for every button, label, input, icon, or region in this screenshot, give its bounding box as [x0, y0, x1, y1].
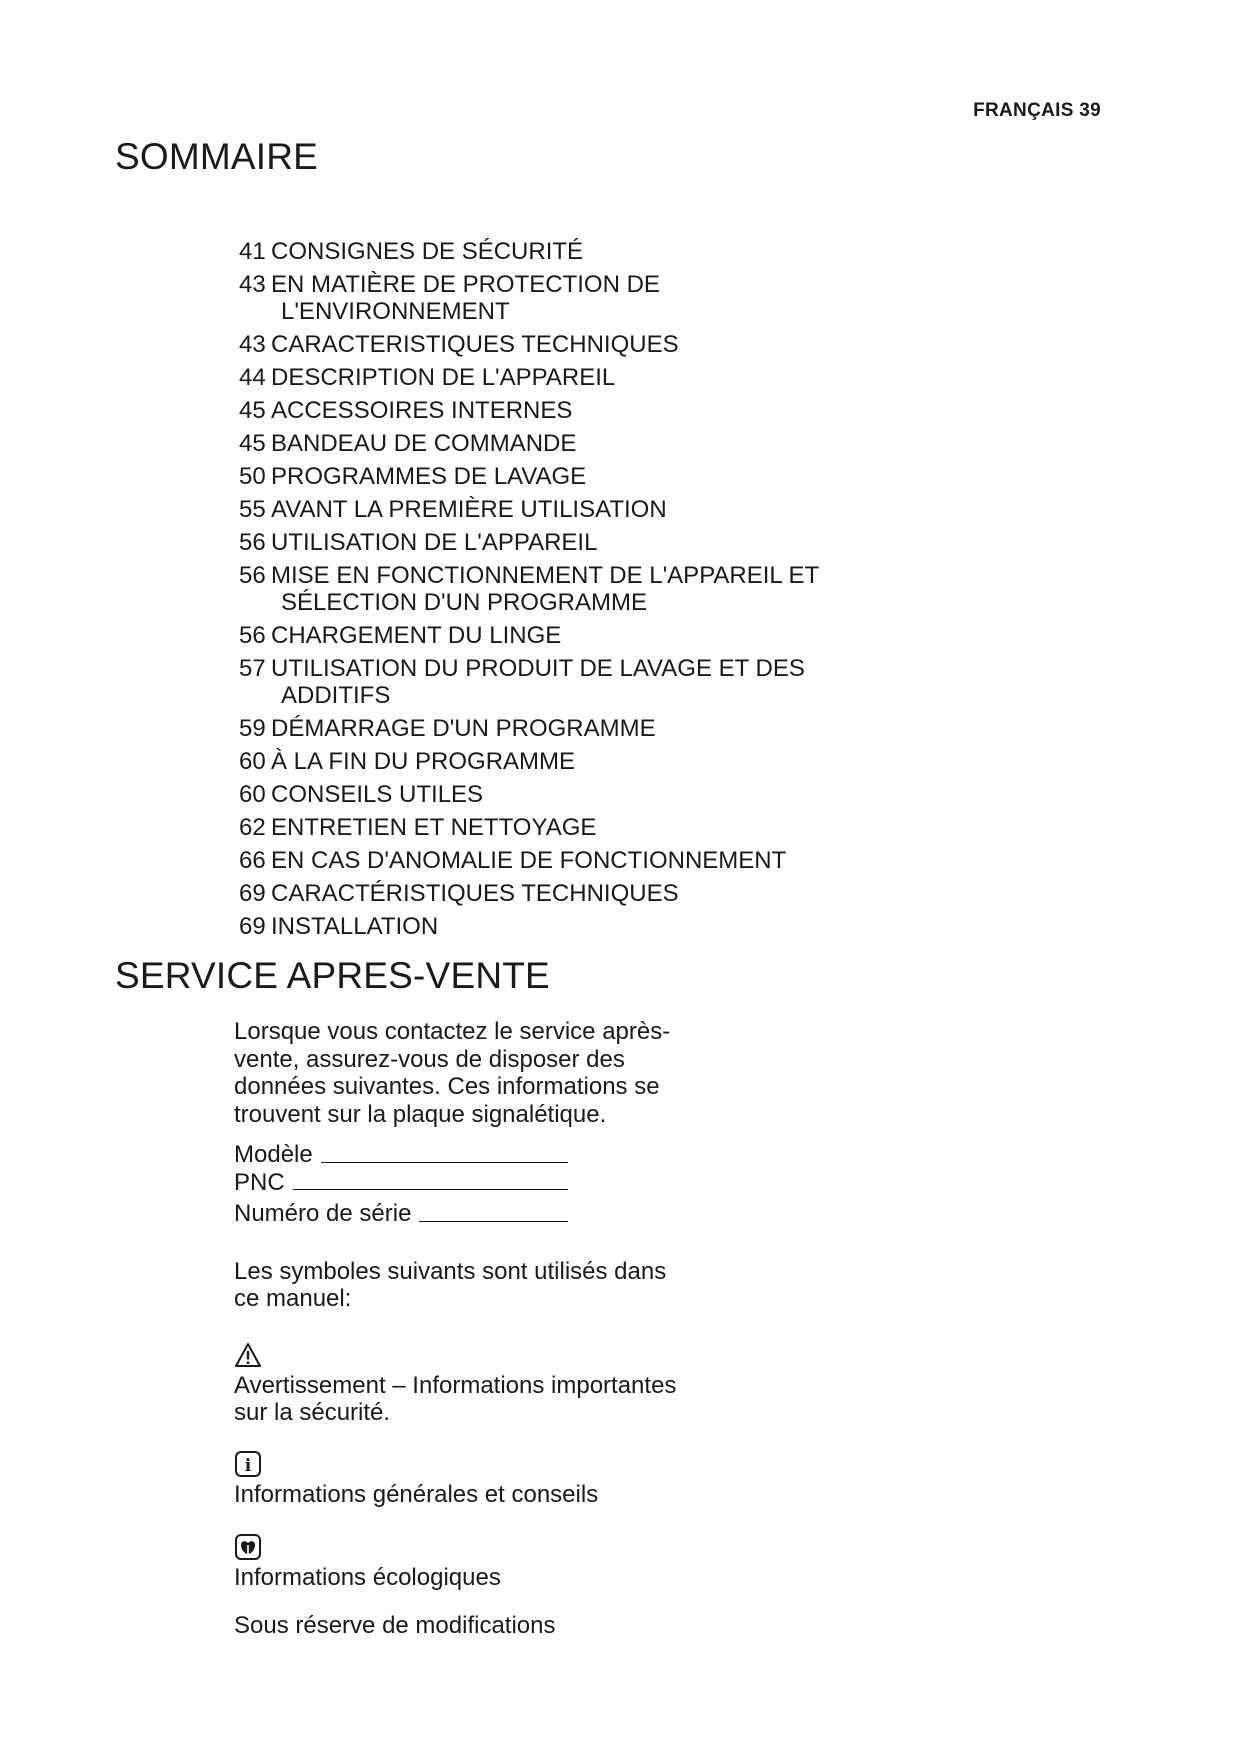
- toc-item: [239, 430, 879, 457]
- field-pnc: [234, 1169, 694, 1197]
- toc-item: [239, 748, 879, 775]
- toc-page-number: 60: [239, 748, 266, 775]
- toc-item: [239, 913, 879, 940]
- toc-label: DÉMARRAGE D'UN PROGRAMME: [271, 715, 656, 742]
- toc-item: [239, 496, 879, 523]
- toc-page-number: 59: [239, 715, 266, 742]
- field-label: PNC: [234, 1168, 285, 1196]
- toc-item: [239, 463, 879, 490]
- toc-item: [239, 529, 879, 556]
- toc-label: AVANT LA PREMIÈRE UTILISATION: [271, 496, 667, 523]
- toc-page-number: 62: [239, 814, 266, 841]
- footer-note: Sous réserve de modifications: [234, 1611, 556, 1639]
- toc-item: [239, 880, 879, 907]
- toc-page-number: 50: [239, 463, 266, 490]
- toc-item: [239, 655, 879, 709]
- service-intro: Lorsque vous contactez le service après-vente, assurez-vous de disposer des données suivantes. Ces informations se trouvent sur la plaque signalétique.: [234, 1018, 671, 1128]
- toc-item: [239, 364, 879, 391]
- sommaire-title: SOMMAIRE: [115, 136, 319, 177]
- toc-label: DESCRIPTION DE L'APPAREIL: [271, 364, 616, 391]
- toc-label: UTILISATION DU PRODUIT DE LAVAGE ET DES ADDITIFS: [271, 655, 805, 709]
- toc-page-number: 45: [239, 397, 266, 424]
- field-blank-line: [293, 1189, 568, 1190]
- info-icon: [234, 1450, 262, 1478]
- toc-page-number: 69: [239, 913, 266, 940]
- field-blank-line: [321, 1162, 568, 1163]
- svg-text:i: i: [244, 1455, 252, 1476]
- toc-item: [239, 397, 879, 424]
- toc-label: PROGRAMMES DE LAVAGE: [271, 463, 587, 490]
- field-blank-line: [419, 1221, 568, 1222]
- toc-label: EN MATIÈRE DE PROTECTION DE L'ENVIRONNEMENT: [271, 271, 660, 325]
- toc-page-number: 56: [239, 622, 266, 649]
- toc-label: À LA FIN DU PROGRAMME: [271, 748, 576, 775]
- toc-page-number: 45: [239, 430, 266, 457]
- toc-item: [239, 814, 879, 841]
- toc-label: CARACTÉRISTIQUES TECHNIQUES: [271, 880, 679, 907]
- symbols-intro: Les symboles suivants sont utilisés dans ce manuel:: [234, 1257, 667, 1312]
- toc-label: CHARGEMENT DU LINGE: [271, 622, 562, 649]
- toc-page-number: 44: [239, 364, 266, 391]
- toc-page-number: 69: [239, 880, 266, 907]
- page-label: FRANÇAIS 39: [973, 100, 1101, 121]
- toc-label: ACCESSOIRES INTERNES: [271, 397, 573, 424]
- toc-label: UTILISATION DE L'APPAREIL: [271, 529, 598, 556]
- symbol-text: Informations écologiques: [234, 1564, 501, 1591]
- toc-label: CARACTERISTIQUES TECHNIQUES: [271, 331, 679, 358]
- toc-item: [239, 331, 879, 358]
- toc-page-number: 66: [239, 847, 266, 874]
- symbol-info: [234, 1450, 694, 1509]
- toc-item: [239, 271, 879, 325]
- eco-icon: [234, 1533, 262, 1561]
- service-section: [234, 1018, 694, 1639]
- toc-label: CONSIGNES DE SÉCURITÉ: [271, 238, 584, 265]
- toc-label: CONSEILS UTILES: [271, 781, 484, 808]
- field-label: Modèle: [234, 1141, 313, 1168]
- symbol-text: Avertissement – Informations importantes sur la sécurité.: [234, 1371, 677, 1426]
- field-model: [234, 1141, 694, 1169]
- table-of-contents: [239, 238, 879, 946]
- toc-label: BANDEAU DE COMMANDE: [271, 430, 577, 457]
- toc-item: [239, 562, 879, 616]
- toc-item: [239, 781, 879, 808]
- field-label: Numéro de série: [234, 1200, 412, 1227]
- field-serial-number: [234, 1200, 694, 1228]
- symbol-warning: [234, 1341, 694, 1427]
- warning-icon: [234, 1341, 262, 1369]
- toc-item: [239, 238, 879, 265]
- toc-page-number: 56: [239, 529, 266, 556]
- toc-page-number: 43: [239, 271, 266, 298]
- service-title: SERVICE APRES-VENTE: [115, 955, 550, 996]
- toc-label: INSTALLATION: [271, 913, 439, 940]
- toc-label: MISE EN FONCTIONNEMENT DE L'APPAREIL ET SÉLECTION D'UN PROGRAMME: [271, 562, 819, 616]
- symbol-text: Informations générales et conseils: [234, 1480, 599, 1508]
- toc-page-number: 55: [239, 496, 266, 523]
- toc-label: EN CAS D'ANOMALIE DE FONCTIONNEMENT: [271, 847, 787, 874]
- toc-label: ENTRETIEN ET NETTOYAGE: [271, 814, 597, 841]
- toc-page-number: 56: [239, 562, 266, 589]
- toc-page-number: 43: [239, 331, 266, 358]
- toc-page-number: 60: [239, 781, 266, 808]
- symbol-eco: [234, 1533, 694, 1592]
- toc-item: [239, 847, 879, 874]
- toc-page-number: 57: [239, 655, 266, 682]
- toc-page-number: 41: [239, 238, 266, 265]
- toc-item: [239, 622, 879, 649]
- toc-item: [239, 715, 879, 742]
